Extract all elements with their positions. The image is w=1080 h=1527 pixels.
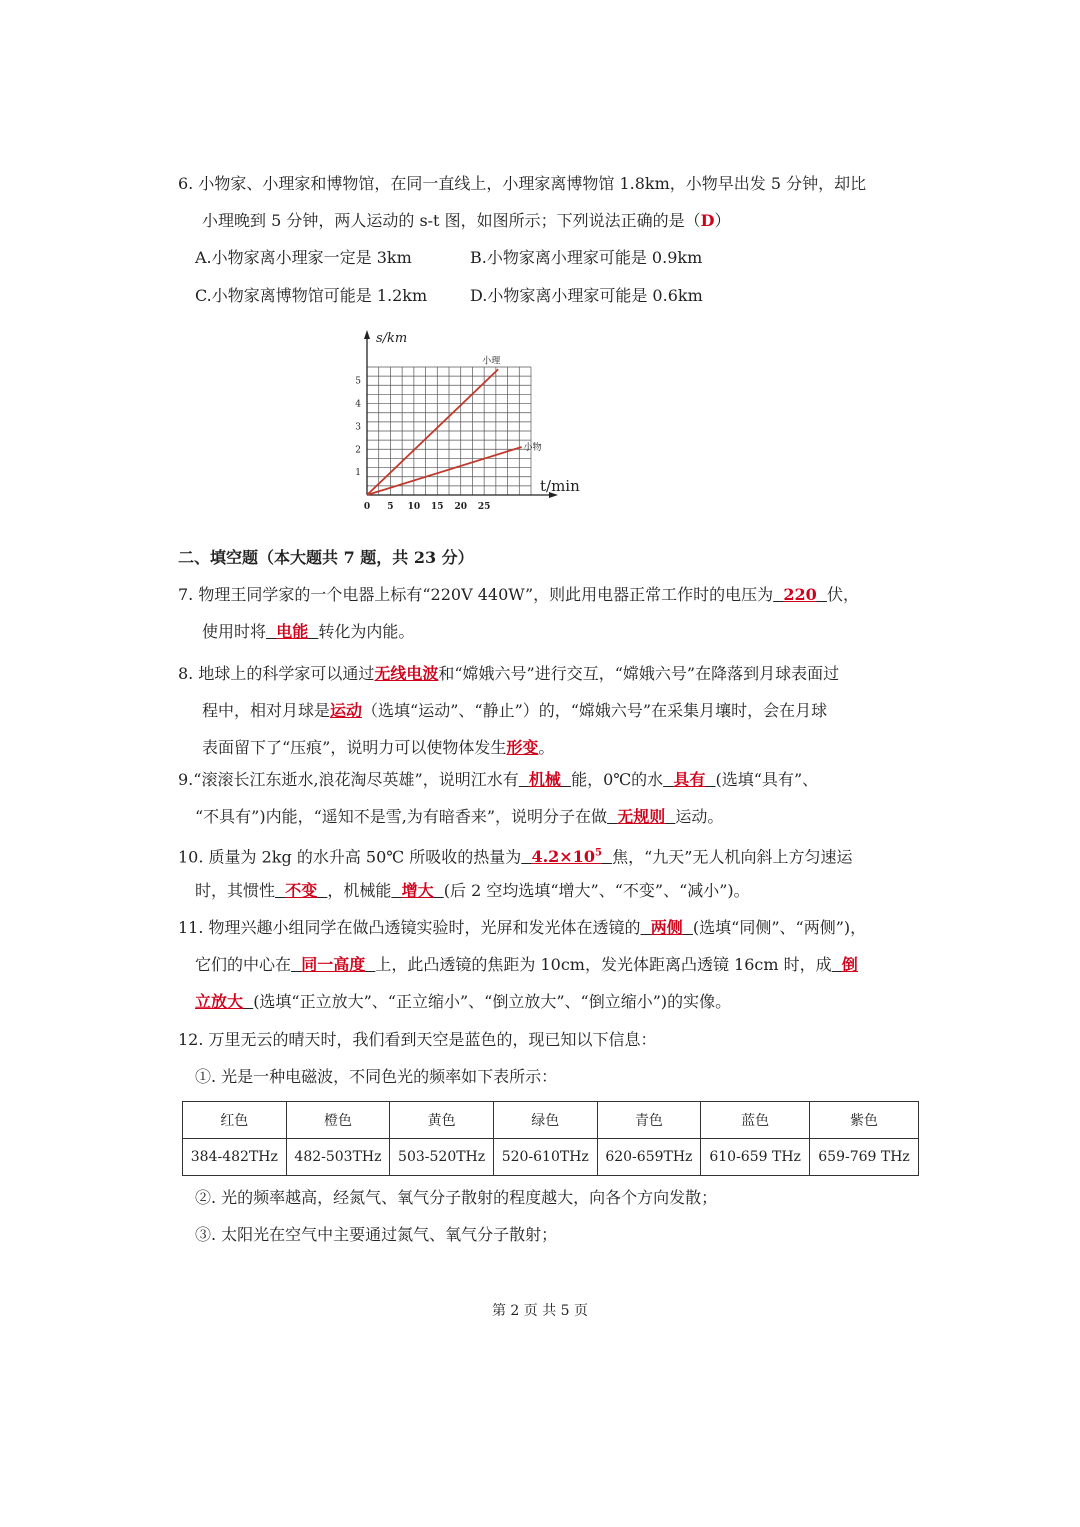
- table-header: 橙色: [286, 1102, 390, 1139]
- q11-answer-3b: 立放大: [195, 992, 244, 1011]
- x-tick-label: 15: [431, 502, 444, 512]
- table-cell: 520-610THz: [493, 1139, 597, 1176]
- y-tick-label: 5: [355, 376, 361, 387]
- q6-option-b: B.小物家离小理家可能是 0.9km: [470, 248, 703, 267]
- q10-line1: 10. 质量为 2kg 的水升高 50℃ 所吸收的热量为 $4.2\times 10^5$ 焦，“九天”无人机向斜上方匀速运: [178, 847, 853, 867]
- table-cell: 384-482THz: [183, 1139, 287, 1176]
- q6-option-c: C.小物家离博物馆可能是 1.2km: [195, 286, 428, 305]
- q10-answer-3: 增大: [401, 881, 434, 900]
- table-row: [183, 1139, 919, 1176]
- q10-answer-1: $4.2\times 10^5$: [531, 847, 602, 867]
- table-cell: 620-659THz: [597, 1139, 701, 1176]
- table-cell: 482-503THz: [286, 1139, 390, 1176]
- q11-line2: 它们的中心在 同一高度 上，此凸透镜的焦距为 10cm，发光体距离凸透镜 16cm 时，成 倒: [195, 955, 858, 974]
- x-tick-label: 0: [363, 502, 371, 512]
- q11-answer-3a: 倒: [841, 955, 858, 974]
- q9-answer-3: 无规则: [617, 807, 666, 826]
- q11-answer-1: 两侧: [650, 918, 683, 937]
- q6-line1: 6. 小物家、小理家和博物馆，在同一直线上，小理家离博物馆 1.8km，小物早出发 5 分钟，却比: [178, 174, 867, 193]
- y-tick-label: 2: [355, 445, 361, 456]
- series-label: 小物: [523, 443, 542, 453]
- x-tick-label: 25: [477, 502, 491, 512]
- y-axis-label: s/km: [376, 331, 408, 346]
- table-header: 蓝色: [701, 1102, 810, 1139]
- q6-option-a: A.小物家离小理家一定是 3km: [195, 248, 412, 267]
- table-header: 黄色: [390, 1102, 494, 1139]
- table-header: 青色: [597, 1102, 701, 1139]
- table-cell: 659-769 THz: [810, 1139, 919, 1176]
- q7-answer-voltage: 220: [783, 585, 817, 604]
- series-line: [367, 369, 498, 495]
- x-tick-label: 20: [454, 502, 467, 512]
- q11-answer-2: 同一高度: [301, 955, 366, 974]
- q6-answer: D: [700, 211, 715, 230]
- x-tick-label: 5: [387, 502, 394, 512]
- x-axis-label: t/min: [540, 477, 580, 495]
- table-cell: 610-659 THz: [701, 1139, 810, 1176]
- q10-line2: 时，其惯性 不变 ，机械能 增大 (后 2 空均选填“增大”、“不变”、“减小”)。: [195, 881, 750, 900]
- table-cell: 503-520THz: [390, 1139, 494, 1176]
- q7-line2: 使用时将 电能 转化为内能。: [202, 622, 415, 641]
- section-title: 二、填空题（本大题共 7 题，共 23 分）: [178, 548, 474, 567]
- q8-line1: 8. 地球上的科学家可以通过无线电波和“嫦娥六号”进行交互，“嫦娥六号”在降落到月球表面过: [178, 664, 840, 683]
- y-tick-label: 4: [355, 399, 361, 410]
- q11-line1: 11. 物理兴趣小组同学在做凸透镜实验时，光屏和发光体在透镜的 两侧 (选填“同侧”、“两侧”)，: [178, 918, 867, 937]
- q12-info1: ①. 光是一种电磁波，不同色光的频率如下表所示：: [195, 1067, 558, 1086]
- st-chart: [340, 325, 600, 520]
- q9-line1: 9.“滚滚长江东逝水,浪花淘尽英雄”，说明江水有 机械 能，0℃的水 具有 (选填“具有”、: [178, 770, 819, 789]
- y-tick-label: 3: [355, 422, 361, 433]
- q8-answer-2: 运动: [330, 701, 363, 720]
- table-header-row: [183, 1102, 919, 1139]
- q6-line2: 小理晚到 5 分钟，两人运动的 s-t 图，如图所示；下列说法正确的是（D）: [202, 211, 731, 230]
- q6-option-d: D.小物家离小理家可能是 0.6km: [470, 286, 703, 305]
- q7-answer-energy: 电能: [276, 622, 309, 641]
- q9-answer-2: 具有: [673, 770, 706, 789]
- q8-line2: 程中，相对月球是运动（选填“运动”、“静止”）的，“嫦娥六号”在采集月壤时，会在月球: [202, 701, 828, 720]
- q8-answer-3: 形变: [506, 738, 539, 757]
- q7-line1: 7. 物理王同学家的一个电器上标有“220V 440W”，则此用电器正常工作时的电压为 220 伏，: [178, 585, 859, 604]
- q9-line2: “不具有”)内能，“遥知不是雪,为有暗香来”，说明分子在做 无规则 运动。: [195, 807, 724, 826]
- q8-answer-1: 无线电波: [374, 664, 439, 683]
- q12-info3: ③. 太阳光在空气中主要通过氮气、氧气分子散射；: [195, 1225, 558, 1244]
- series-label: 小理: [482, 356, 501, 367]
- y-tick-label: 1: [355, 468, 361, 479]
- q8-line3: 表面留下了“压痕”，说明力可以使物体发生形变。: [202, 738, 555, 757]
- table-header: 绿色: [493, 1102, 597, 1139]
- page-footer: 第 2 页 共 5 页: [491, 1303, 589, 1319]
- x-tick-label: 10: [407, 502, 421, 512]
- frequency-table: [182, 1101, 919, 1176]
- q11-line3: 立放大 (选填“正立放大”、“正立缩小”、“倒立放大”、“倒立缩小”)的实像。: [195, 992, 732, 1011]
- q9-answer-1: 机械: [528, 770, 561, 789]
- q12-line1: 12. 万里无云的晴天时，我们看到天空是蓝色的，现已知以下信息：: [178, 1030, 657, 1049]
- y-axis-arrow: [364, 330, 370, 339]
- table-header: 红色: [183, 1102, 287, 1139]
- q10-answer-2: 不变: [285, 881, 318, 900]
- table-header: 紫色: [810, 1102, 919, 1139]
- q12-info2: ②. 光的频率越高，经氮气、氧气分子散射的程度越大，向各个方向发散；: [195, 1188, 718, 1207]
